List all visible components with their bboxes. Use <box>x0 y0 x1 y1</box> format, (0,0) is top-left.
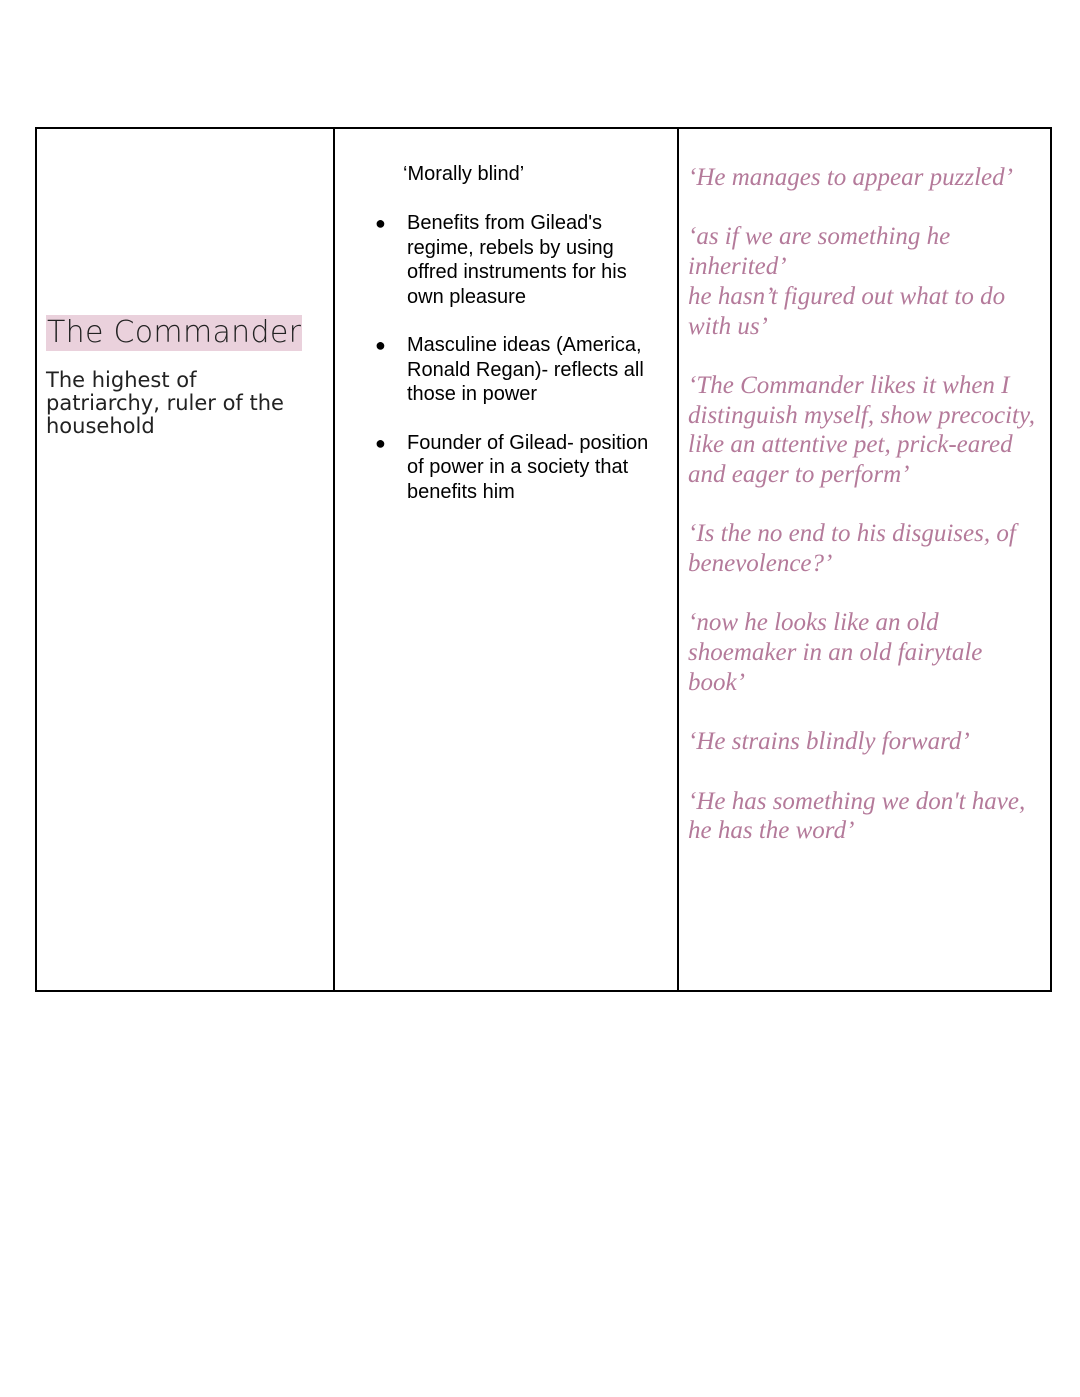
quote: ‘as if we are something he inherited’ he hasn’t figured out what to do with us’ <box>688 223 1006 340</box>
list-item <box>375 333 667 407</box>
bullet-text: Benefits from Gilead's regime, rebels by using offred instruments for his own pleasure <box>407 212 627 308</box>
quotes-cell <box>679 129 1050 990</box>
bullet-text: Masculine ideas (America, Ronald Regan)- reflects all those in power <box>407 334 644 405</box>
character-name: The Commander <box>47 315 302 350</box>
quote: ‘now he looks like an old shoemaker in an old fairytale book’ <box>688 609 983 696</box>
character-cell <box>37 129 335 990</box>
quote: ‘He strains blindly forward’ <box>688 728 970 756</box>
analysis-list <box>335 211 667 528</box>
quote: ‘He manages to appear puzzled’ <box>688 164 1013 191</box>
quote: ‘The Commander likes it when I distinguish myself, show precocity, like an attentive pet, prick-eared and eager to perform’ <box>688 371 1035 488</box>
list-item <box>375 431 667 505</box>
character-description: The highest of patriarchy, ruler of the household <box>46 368 284 438</box>
quote: ‘Is the no end to his disguises, of benevolence?’ <box>688 520 1016 578</box>
list-item <box>375 211 667 309</box>
bullet-text: Founder of Gilead- position of power in a society that benefits him <box>407 431 649 503</box>
bullet-icon: ● <box>375 432 386 453</box>
bullet-icon: ● <box>375 335 386 355</box>
analysis-cell <box>335 129 679 990</box>
bullet-icon: ● <box>375 213 386 233</box>
character-table <box>35 127 1052 992</box>
quote: ‘He has something we don't have, he has the word’ <box>688 787 1026 845</box>
analysis-heading: ‘Morally blind’ <box>403 163 525 185</box>
